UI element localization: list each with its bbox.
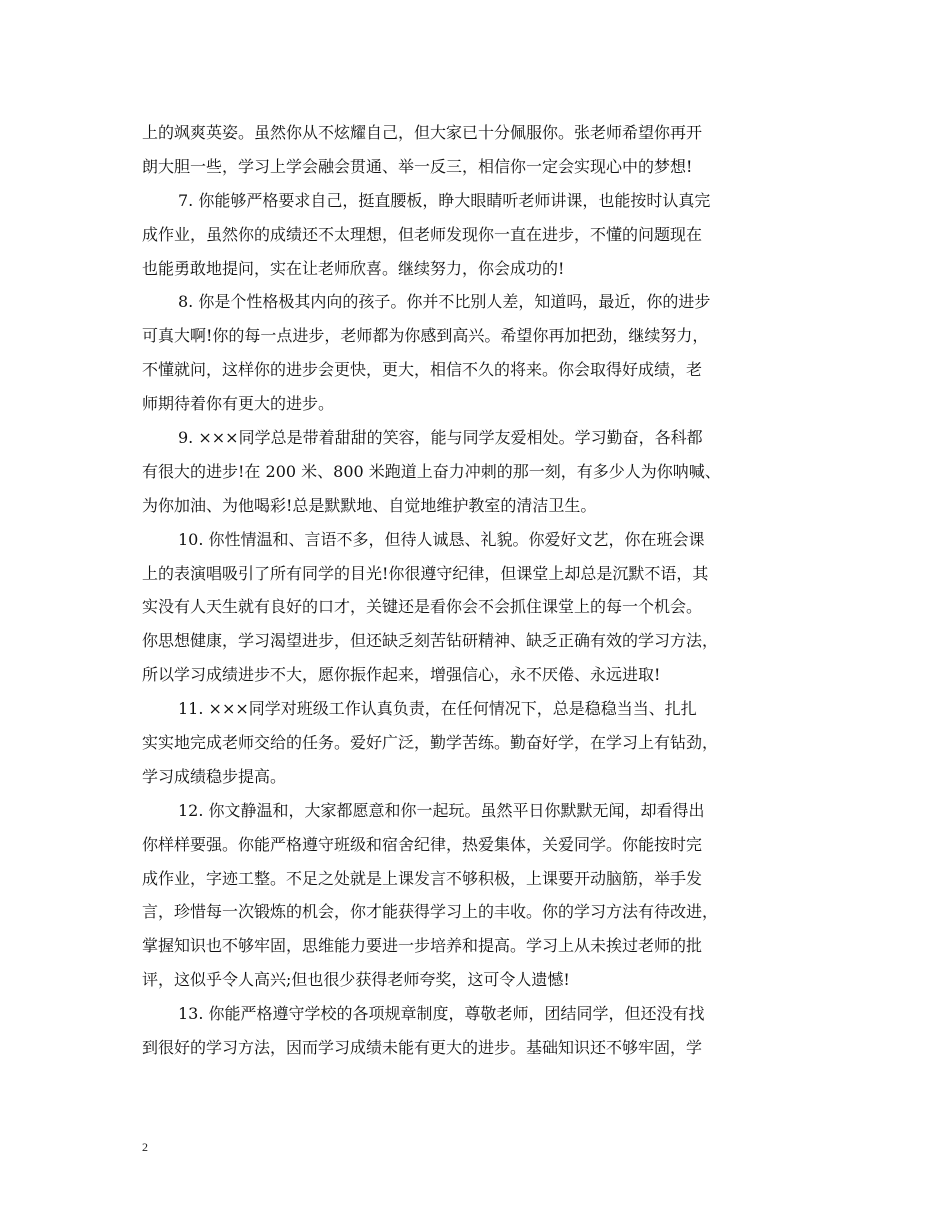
- text-line: 8. 你是个性格极其内向的孩子。你并不比别人差，知道吗，最近，你的进步: [178, 292, 711, 312]
- text-line: 实没有人天生就有良好的口才，关键还是看你会不会抓住课堂上的每一个机会。: [142, 597, 703, 617]
- text-line: 可真大啊!你的每一点进步，老师都为你感到高兴。希望你再加把劲，继续努力，: [142, 326, 709, 346]
- text-line: 成作业，字迹工整。不足之处就是上课发言不够积极，上课要开动脑筋，举手发: [142, 868, 703, 888]
- text-line: 成作业，虽然你的成绩还不太理想，但老师发现你一直在进步，不懂的问题现在: [142, 224, 703, 244]
- text-line: 朗大胆一些，学习上学会融会贯通、举一反三，相信你一定会实现心中的梦想!: [142, 156, 693, 176]
- text-line: 12. 你文静温和，大家都愿意和你一起玩。虽然平日你默默无闻，却看得出: [178, 800, 705, 820]
- text-line: 掌握知识也不够牢固，思维能力要进一步培养和提高。学习上从未挨过老师的批: [142, 936, 703, 956]
- text-line: 到很好的学习方法，因而学习成绩未能有更大的进步。基础知识还不够牢固，学: [142, 1038, 703, 1058]
- text-line: 13. 你能严格遵守学校的各项规章制度，尊敬老师，团结同学，但还没有找: [178, 1004, 705, 1024]
- text-line: 所以学习成绩进步不大，愿你振作起来，增强信心，永不厌倦、永远进取!: [142, 665, 661, 685]
- text-line: 11. ×××同学对班级工作认真负责，在任何情况下，总是稳稳当当、扎扎: [178, 699, 697, 719]
- text-line: 上的飒爽英姿。虽然你从不炫耀自己，但大家已十分佩服你。张老师希望你再开: [142, 123, 703, 142]
- page-number: 2: [142, 1140, 148, 1154]
- text-line: 实实地完成老师交给的任务。爱好广泛，勤学苦练。勤奋好学，在学习上有钻劲，: [142, 733, 719, 753]
- text-line: 你思想健康，学习渴望进步，但还缺乏刻苦钻研精神、缺乏正确有效的学习方法，: [142, 631, 719, 651]
- text-line: 为你加油、为他喝彩!总是默默地、自觉地维护教室的清洁卫生。: [142, 495, 597, 515]
- text-line: 有很大的进步!在 200 米、800 米跑道上奋力冲刺的那一刻，有多少人为你呐喊、: [142, 461, 721, 481]
- text-line: 言，珍惜每一次锻炼的机会，你才能获得学习上的丰收。你的学习方法有待改进，: [142, 902, 719, 922]
- text-line: 7. 你能够严格要求自己，挺直腰板，睁大眼睛听老师讲课，也能按时认真完: [178, 190, 711, 210]
- text-line: 10. 你性情温和、言语不多，但待人诚恳、礼貌。你爱好文艺，你在班会课: [178, 529, 705, 549]
- text-line: 你样样要强。你能严格遵守班级和宿舍纪律，热爱集体，关爱同学。你能按时完: [142, 834, 703, 854]
- text-line: 9. ×××同学总是带着甜甜的笑容，能与同学友爱相处。学习勤奋，各科都: [178, 428, 703, 448]
- text-line: 学习成绩稳步提高。: [142, 766, 287, 786]
- document-body: [142, 116, 814, 1065]
- text-line: 上的表演唱吸引了所有同学的目光!你很遵守纪律，但课堂上却总是沉默不语，其: [142, 563, 709, 583]
- text-line: 也能勇敢地提问，实在让老师欣喜。继续努力，你会成功的!: [142, 258, 565, 278]
- text-line: 师期待着你有更大的进步。: [142, 394, 335, 414]
- text-line: 评，这似乎令人高兴;但也很少获得老师夸奖，这可令人遗憾!: [142, 970, 570, 990]
- text-line: 不懂就问，这样你的进步会更快，更大，相信不久的将来。你会取得好成绩，老: [142, 360, 703, 380]
